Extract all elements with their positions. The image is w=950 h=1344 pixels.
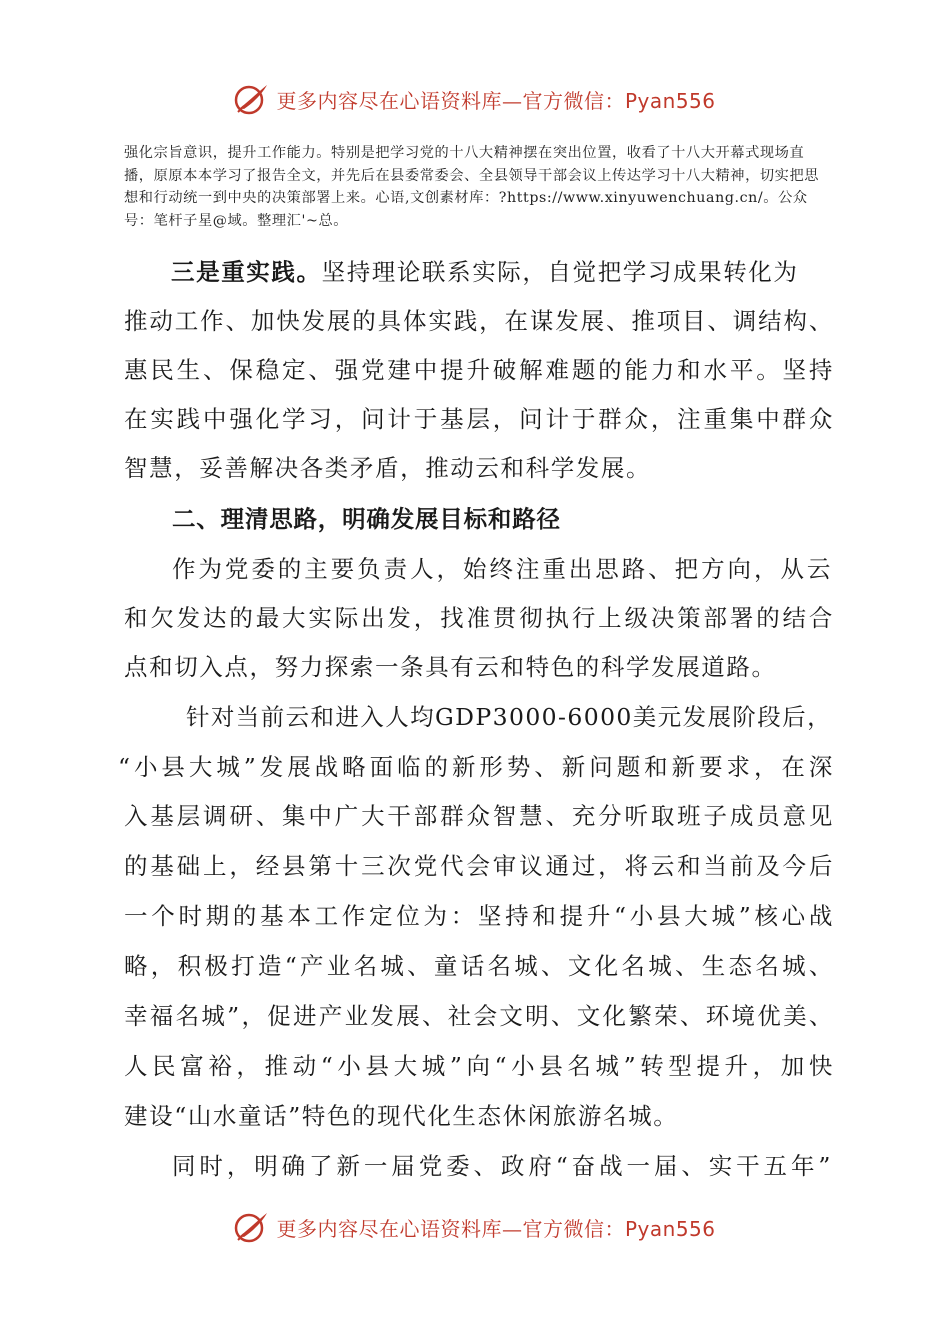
para-c-line-1: 同时，明确了新一届党委、政府“奋战一届、实干五年”	[172, 1152, 832, 1180]
quill-logo-icon	[234, 82, 270, 116]
para-b-line-8: 人民富裕，推动“小县大城”向“小县名城”转型提升，加快	[124, 1052, 834, 1080]
section3-line-3: 惠民生、保稳定、强党建中提升破解难题的能力和水平。坚持	[124, 356, 834, 384]
para-a-line-2: 和欠发达的最大实际出发，找准贯彻执行上级决策部署的结合	[124, 604, 834, 632]
section3-line-1: 三是重实践。坚持理论联系实际，自觉把学习成果转化为	[171, 258, 799, 286]
para-b-line-4: 的基础上，经县第十三次党代会审议通过，将云和当前及今后	[124, 852, 834, 880]
para-b-line-3: 入基层调研、集中广大干部群众智慧、充分听取班子成员意见	[124, 802, 834, 830]
para-b-line-2: “小县大城”发展战略面临的新形势、新问题和新要求，在深	[118, 753, 834, 781]
footer-banner	[0, 1210, 950, 1244]
header-banner	[0, 82, 950, 116]
para-a-line-1: 作为党委的主要负责人，始终注重出思路、把方向，从云	[172, 555, 832, 583]
intro-paragraph: 强化宗旨意识，提升工作能力。特别是把学习党的十八大精神摆在突出位置，收看了十八大开幕式现场直播，原原本本学习了报告全文，并先后在县委常委会、全县领导干部会议上传达学习十八大精神，切实把思想和行动统一到中央的决策部署上来。心语,文创素材库：?https://www.xinyuwenchuang.cn/。公众号：笔杆子星@域。整理汇'~总。	[124, 145, 820, 229]
banner-text: 更多内容尽在心语资料库—官方微信：Pyan556	[276, 88, 716, 113]
para-b-line-7: 幸福名城”，促进产业发展、社会文明、文化繁荣、环境优美、	[124, 1002, 834, 1030]
section3-line-4: 在实践中强化学习，问计于基层，问计于群众，注重集中群众	[124, 405, 834, 433]
section3-line-5: 智慧，妥善解决各类矛盾，推动云和科学发展。	[124, 454, 652, 482]
para-b-line-6: 略，积极打造“产业名城、童话名城、文化名城、生态名城、	[124, 952, 834, 980]
para-a-line-3: 点和切入点，努力探索一条具有云和特色的科学发展道路。	[124, 653, 777, 681]
wechat-id: Pyan556	[624, 1216, 716, 1241]
banner-text: 更多内容尽在心语资料库—官方微信：Pyan556	[276, 1216, 716, 1241]
para-b-line-5: 一个时期的基本工作定位为：坚持和提升“小县大城”核心战	[124, 902, 834, 930]
quill-logo-icon	[234, 1210, 270, 1244]
wechat-id: Pyan556	[624, 88, 716, 113]
section-heading-2: 二、理清思路，明确发展目标和路径	[172, 505, 561, 533]
para-b-line-1: 针对当前云和进入人均GDP3000-6000美元发展阶段后，	[186, 703, 832, 731]
para-b-line-9: 建设“山水童话”特色的现代化生态休闲旅游名城。	[124, 1102, 679, 1130]
section3-line-2: 推动工作、加快发展的具体实践，在谋发展、推项目、调结构、	[124, 307, 834, 335]
section3-lead: 三是重实践。	[171, 258, 322, 286]
